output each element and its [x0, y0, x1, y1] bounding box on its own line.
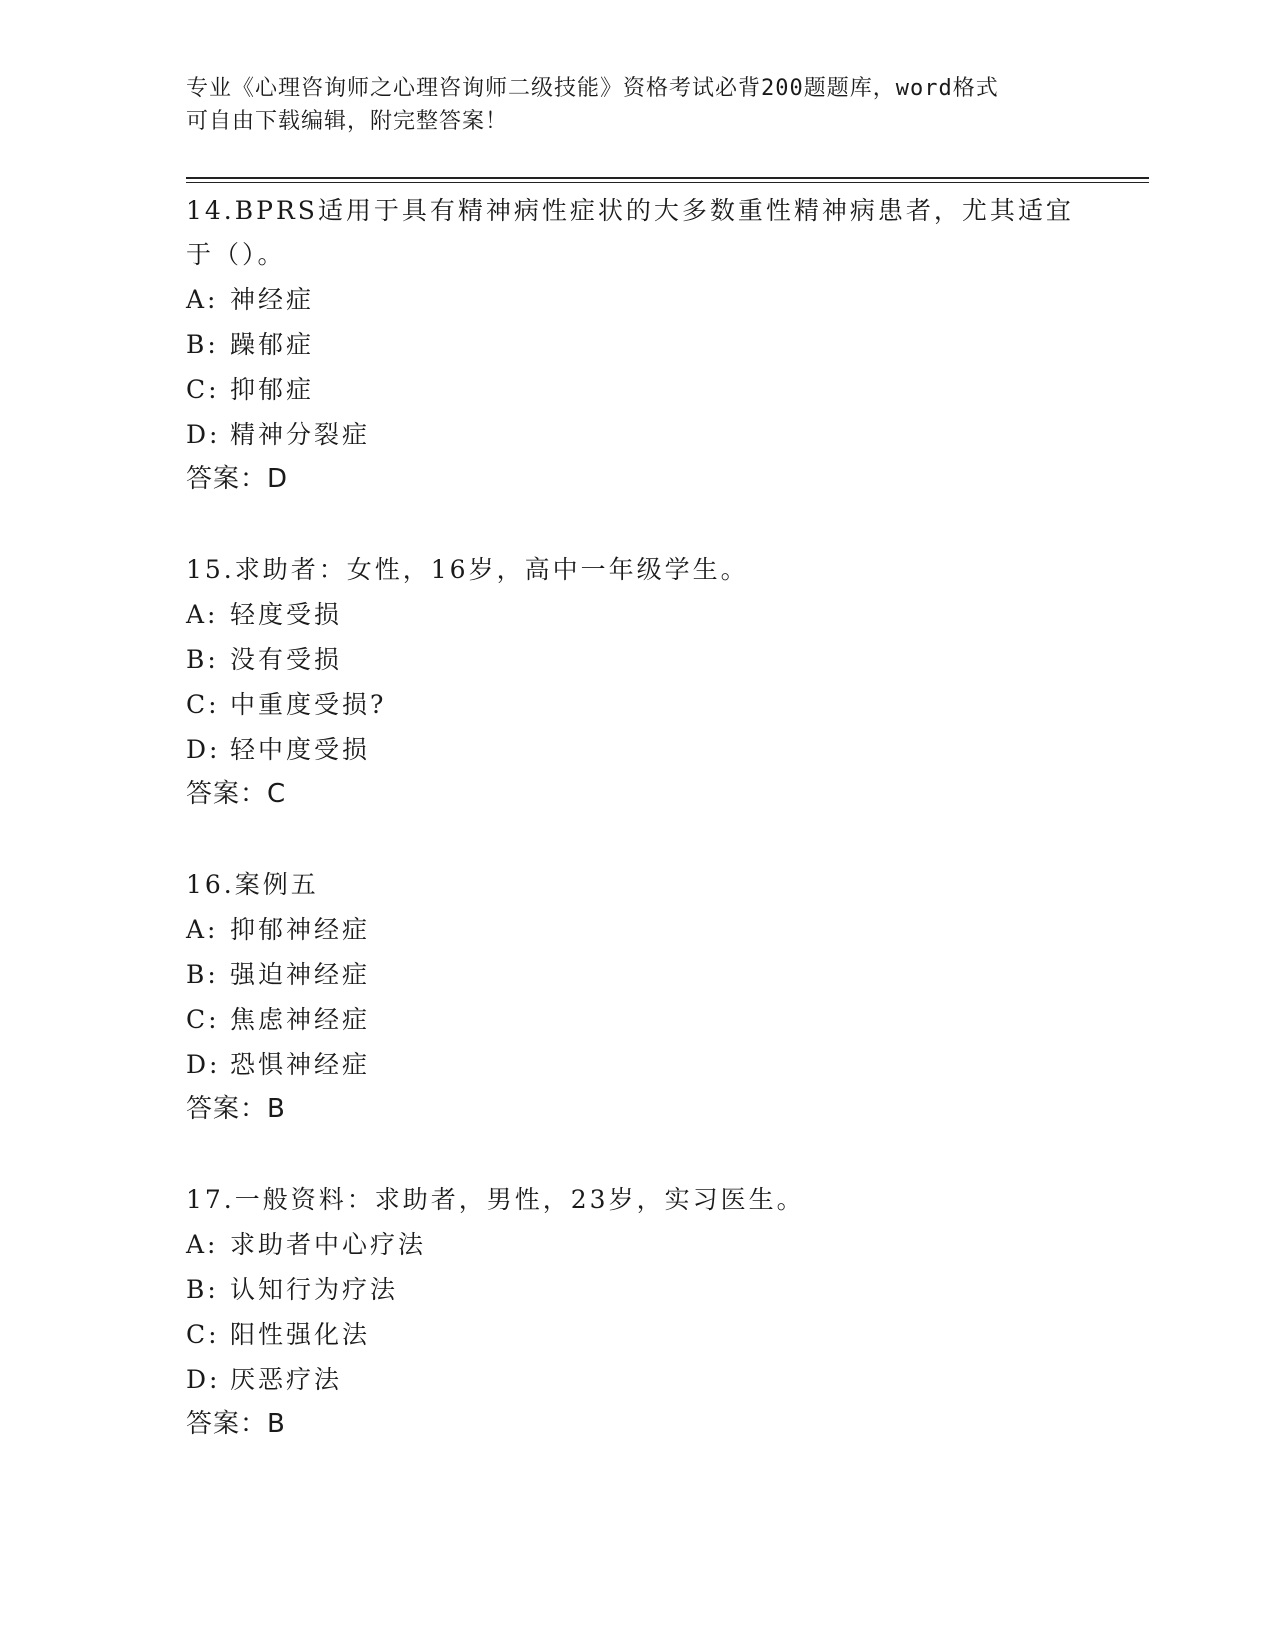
question-list	[186, 189, 1106, 1493]
header-divider-thick	[186, 177, 1149, 179]
header-line-2: 可自由下载编辑，附完整答案！	[186, 109, 509, 134]
answer-line: 答案：C	[186, 779, 287, 809]
option-d	[186, 727, 1106, 772]
option-letter: D:	[186, 1050, 221, 1079]
question-17	[186, 1178, 1106, 1447]
option-letter: C:	[186, 375, 220, 404]
option-letter: A:	[186, 1230, 219, 1259]
option-text: 求助者中心疗法	[230, 1230, 427, 1259]
option-a	[186, 277, 1106, 322]
option-a	[186, 1222, 1106, 1267]
option-b	[186, 637, 1106, 682]
option-letter: D:	[186, 420, 221, 449]
option-text: 焦虑神经症	[230, 1005, 371, 1034]
option-text: 认知行为疗法	[230, 1275, 399, 1304]
option-text: 精神分裂症	[230, 420, 371, 449]
option-d	[186, 1042, 1106, 1087]
option-text: 轻中度受损	[230, 735, 371, 764]
answer-line: 答案：B	[186, 1409, 286, 1439]
option-a	[186, 592, 1106, 637]
option-b	[186, 1267, 1106, 1312]
question-stem: 17.一般资料：求助者，男性，23岁，实习医生。	[186, 1185, 805, 1214]
option-letter: A:	[186, 285, 219, 314]
question-16	[186, 863, 1106, 1132]
option-b	[186, 322, 1106, 367]
option-d	[186, 412, 1106, 457]
option-text: 抑郁神经症	[230, 915, 371, 944]
answer-line: 答案：B	[186, 1094, 286, 1124]
option-letter: D:	[186, 1365, 221, 1394]
option-letter: C:	[186, 1320, 220, 1349]
option-c	[186, 367, 1106, 412]
option-c	[186, 997, 1106, 1042]
option-b	[186, 952, 1106, 997]
question-stem: 16.案例五	[186, 870, 319, 899]
option-letter: B:	[186, 960, 219, 989]
option-text: 恐惧神经症	[230, 1050, 371, 1079]
option-text: 强迫神经症	[230, 960, 371, 989]
option-letter: B:	[186, 1275, 219, 1304]
option-letter: D:	[186, 735, 221, 764]
question-15	[186, 548, 1106, 817]
option-c	[186, 682, 1106, 727]
option-a	[186, 907, 1106, 952]
option-letter: B:	[186, 645, 219, 674]
option-letter: C:	[186, 690, 220, 719]
option-letter: B:	[186, 330, 219, 359]
question-stem: 14.BPRS适用于具有精神病性症状的大多数重性精神病患者，尤其适宜于（）。	[186, 196, 1074, 269]
option-text: 抑郁症	[230, 375, 315, 404]
option-text: 躁郁症	[230, 330, 315, 359]
option-text: 没有受损	[230, 645, 343, 674]
option-text: 中重度受损?	[230, 690, 387, 719]
document-header	[186, 72, 1066, 138]
answer-line: 答案：D	[186, 464, 289, 494]
question-stem: 15.求助者：女性，16岁，高中一年级学生。	[186, 555, 749, 584]
option-letter: A:	[186, 915, 219, 944]
question-14	[186, 189, 1106, 502]
option-letter: C:	[186, 1005, 220, 1034]
option-text: 厌恶疗法	[230, 1365, 343, 1394]
option-text: 轻度受损	[230, 600, 343, 629]
option-text: 神经症	[230, 285, 315, 314]
header-line-1: 专业《心理咨询师之心理咨询师二级技能》资格考试必背200题题库，word格式	[186, 76, 999, 101]
header-divider-thin	[186, 182, 1149, 183]
option-c	[186, 1312, 1106, 1357]
option-letter: A:	[186, 600, 219, 629]
option-d	[186, 1357, 1106, 1402]
option-text: 阳性强化法	[230, 1320, 371, 1349]
